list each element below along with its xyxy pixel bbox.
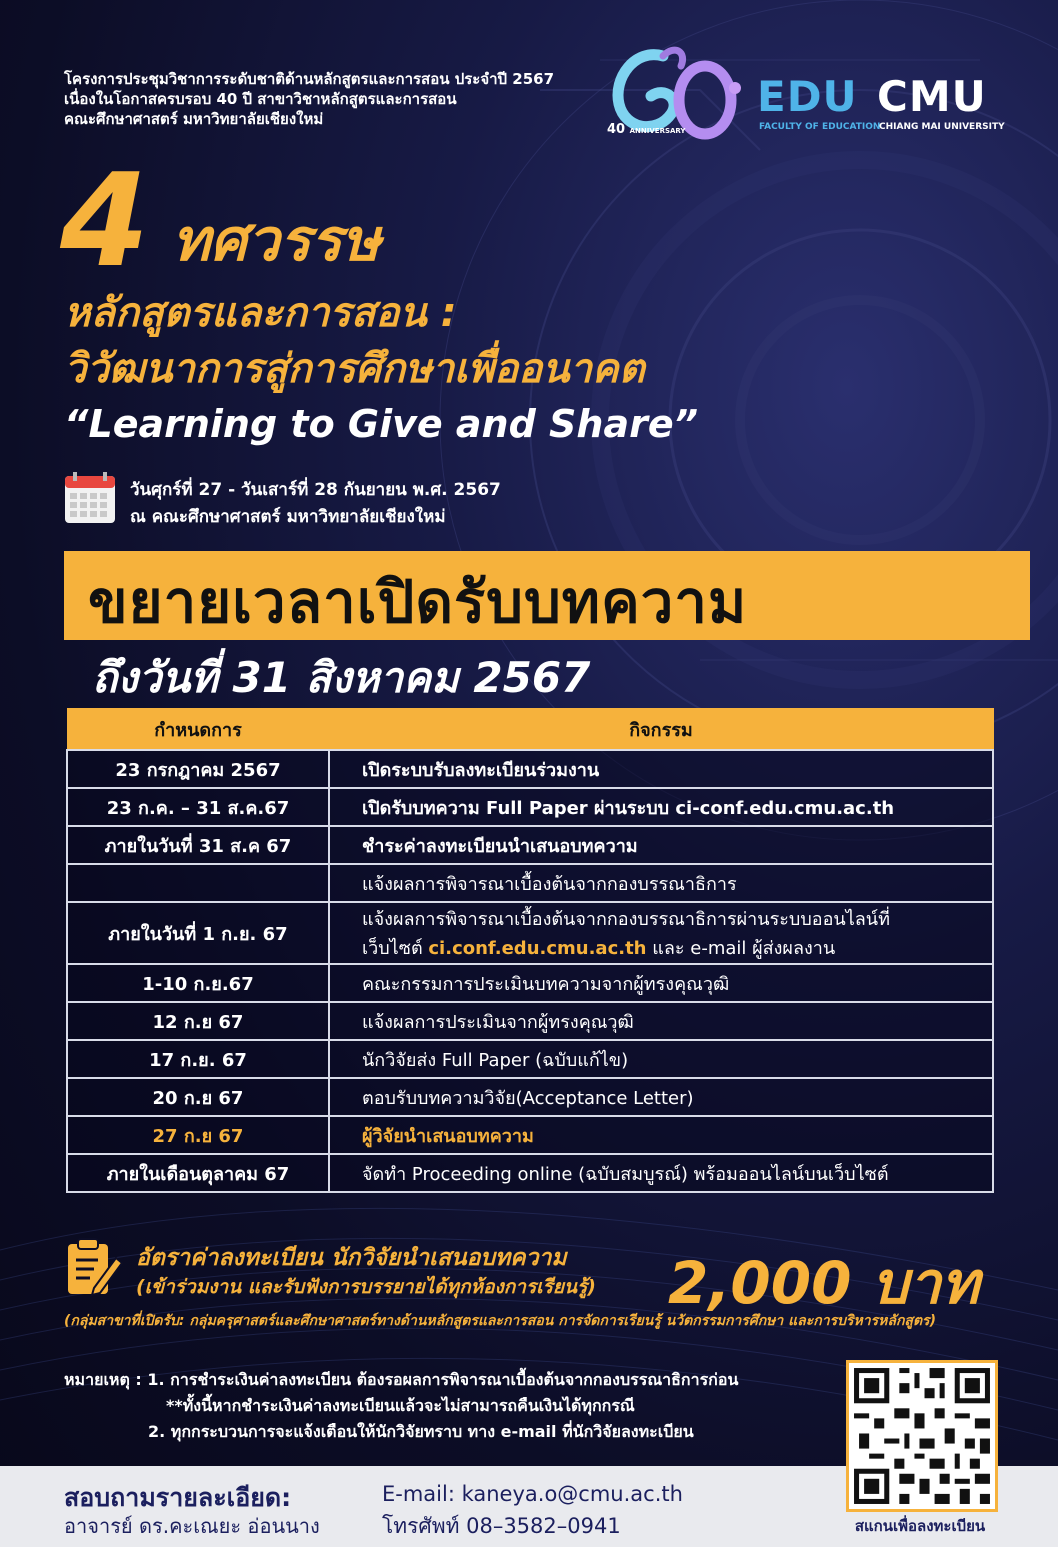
clipboard-pen-icon xyxy=(64,1236,124,1298)
qr-code-icon xyxy=(849,1363,995,1509)
note-1-sub: **ทั้งนี้หากชำระเงินค่าลงทะเบียนแล้วจะไม่สามารถคืนเงินได้ทุกกรณี xyxy=(166,1396,635,1415)
schedule-date: 12 ก.ย 67 xyxy=(67,1002,329,1040)
contact-phone: โทรศัพท์ 08–3582–0941 xyxy=(382,1514,621,1538)
schedule-header-activity: กิจกรรม xyxy=(329,709,993,751)
contact-title: สอบถามรายละเอียด: xyxy=(64,1483,292,1512)
extension-banner-text: ขยายเวลาเปิดรับบทความ xyxy=(88,568,748,636)
schedule-activity: เปิดรับบทความ Full Paper ผ่านระบบ ci-conf.edu.cmu.ac.th xyxy=(329,788,993,826)
schedule-activity-line-2 xyxy=(362,933,992,962)
calendar-icon xyxy=(64,472,116,524)
fee-amount: 2,000 บาท xyxy=(668,1249,980,1317)
table-row xyxy=(67,826,993,864)
schedule-date: 23 กรกฎาคม 2567 xyxy=(67,750,329,788)
schedule-date: ภายในเดือนตุลาคม 67 xyxy=(67,1154,329,1192)
table-row xyxy=(67,864,993,902)
contact-name: อาจารย์ ดร.คะเณยะ อ่อนนาง xyxy=(64,1514,320,1538)
schedule-activity-suffix: และ e-mail ผู้ส่งผลงาน xyxy=(652,938,836,959)
table-row xyxy=(67,1078,993,1116)
schedule-activity: นักวิจัยส่ง Full Paper (ฉบับแก้ไข) xyxy=(329,1040,993,1078)
fee-label: อัตราค่าลงทะเบียน นักวิจัยนำเสนอบทความ xyxy=(136,1245,567,1271)
table-row xyxy=(67,964,993,1002)
schedule-date xyxy=(67,864,329,902)
schedule-date: ภายในวันที่ 1 ก.ย. 67 xyxy=(67,902,329,964)
schedule-date: 1-10 ก.ย.67 xyxy=(67,964,329,1002)
schedule-activity: เปิดระบบรับลงทะเบียนร่วมงาน xyxy=(329,750,993,788)
table-row xyxy=(67,788,993,826)
org-line-1: โครงการประชุมวิชาการระดับชาติด้านหลักสูตรและการสอน ประจำปี 2567 xyxy=(64,70,555,88)
edu-cmu-logo xyxy=(605,38,1005,148)
schedule-date: 17 ก.ย. 67 xyxy=(67,1040,329,1078)
event-venue: ณ คณะศึกษาศาสตร์ มหาวิทยาลัยเชียงใหม่ xyxy=(130,507,446,527)
schedule-activity-website-label: เว็บไซต์ xyxy=(362,938,423,959)
schedule-header-date: กำหนดการ xyxy=(67,709,329,751)
schedule-activity: จัดทำ Proceeding online (ฉบับสมบูรณ์) พร้อมออนไลน์บนเว็บไซต์ xyxy=(329,1154,993,1192)
table-row xyxy=(67,1002,993,1040)
registration-qr[interactable] xyxy=(846,1360,998,1512)
schedule-table xyxy=(66,708,994,1193)
table-row xyxy=(67,902,993,964)
tagline: “Learning to Give and Share” xyxy=(64,402,699,446)
schedule-activity: ตอบรับบทความวิจัย(Acceptance Letter) xyxy=(329,1078,993,1116)
schedule-activity: คณะกรรมการประเมินบทความจากผู้ทรงคุณวุฒิ xyxy=(329,964,993,1002)
schedule-activity: ผู้วิจัยนำเสนอบทความ xyxy=(329,1116,993,1154)
schedule-activity: แจ้งผลการพิจารณาเบื้องต้นจากกองบรรณาธิการ xyxy=(329,864,993,902)
table-row-highlight xyxy=(67,1116,993,1154)
title-number: 4 xyxy=(60,147,150,296)
org-line-3: คณะศึกษาศาสตร์ มหาวิทยาลัยเชียงใหม่ xyxy=(64,110,324,128)
accepted-groups: (กลุ่มสาขาที่เปิดรับ: กลุ่มครุศาสตร์และศึกษาศาสตร์ทางด้านหลักสูตรและการสอน การจัดการเรียนรู้ นวัตกรรมการศึกษา และการบริหารหลักสูตร) xyxy=(64,1313,936,1329)
logo-university: CHIANG MAI UNIVERSITY xyxy=(879,122,1005,132)
schedule-date: 23 ก.ค. – 31 ส.ค.67 xyxy=(67,788,329,826)
anniversary-number: 40 xyxy=(607,122,626,137)
deadline-text: ถึงวันที่ 31 สิงหาคม 2567 xyxy=(92,653,591,702)
schedule-activity: ชำระค่าลงทะเบียนนำเสนอบทความ xyxy=(329,826,993,864)
anniversary-text: ANNIVERSARY xyxy=(629,127,686,135)
note-2: 2. ทุกกระบวนการจะแจ้งเตือนให้นักวิจัยทราบ ทาง e-mail ที่นักวิจัยลงทะเบียน xyxy=(148,1422,694,1441)
note-1: หมายเหตุ : 1. การชำระเงินค่าลงทะเบียน ต้องรอผลการพิจารณาเบื้องต้นจากกองบรรณาธิการก่อน xyxy=(64,1370,739,1389)
logo-edu: EDU xyxy=(757,72,858,121)
logo-faculty: FACULTY OF EDUCATION xyxy=(759,122,881,132)
title-decade: ทศวรรษ xyxy=(172,206,381,274)
logo-cmu: CMU xyxy=(877,72,987,121)
schedule-activity: แจ้งผลการประเมินจากผู้ทรงคุณวุฒิ xyxy=(329,1002,993,1040)
table-row xyxy=(67,1154,993,1192)
schedule-header-row xyxy=(67,709,993,751)
schedule-date: 27 ก.ย 67 xyxy=(67,1116,329,1154)
schedule-date: ภายในวันที่ 31 ส.ค 67 xyxy=(67,826,329,864)
contact-email[interactable]: E-mail: kaneya.o@cmu.ac.th xyxy=(382,1482,683,1506)
event-date: วันศุกร์ที่ 27 - วันเสาร์ที่ 28 กันยายน พ.ศ. 2567 xyxy=(130,480,501,500)
table-row xyxy=(67,750,993,788)
schedule-date: 20 ก.ย 67 xyxy=(67,1078,329,1116)
title-line-2: วิวัฒนาการสู่การศึกษาเพื่ออนาคต xyxy=(64,346,645,392)
table-row xyxy=(67,1040,993,1078)
qr-caption: สแกนเพื่อลงทะเบียน xyxy=(854,1517,986,1535)
fee-subtitle: (เข้าร่วมงาน และรับฟังการบรรยายได้ทุกห้องการเรียนรู้) xyxy=(136,1276,596,1298)
org-line-2: เนื่องในโอกาสครบรอบ 40 ปี สาขาวิชาหลักสูตรและการสอน xyxy=(64,90,457,108)
title-line-1: หลักสูตรและการสอน : xyxy=(64,290,457,336)
website-link[interactable]: ci.conf.edu.cmu.ac.th xyxy=(428,938,647,959)
schedule-activity xyxy=(329,902,993,964)
schedule-activity-line-1: แจ้งผลการพิจารณาเบื้องต้นจากกองบรรณาธิการผ่านระบบออนไลน์ที่ xyxy=(362,909,890,930)
